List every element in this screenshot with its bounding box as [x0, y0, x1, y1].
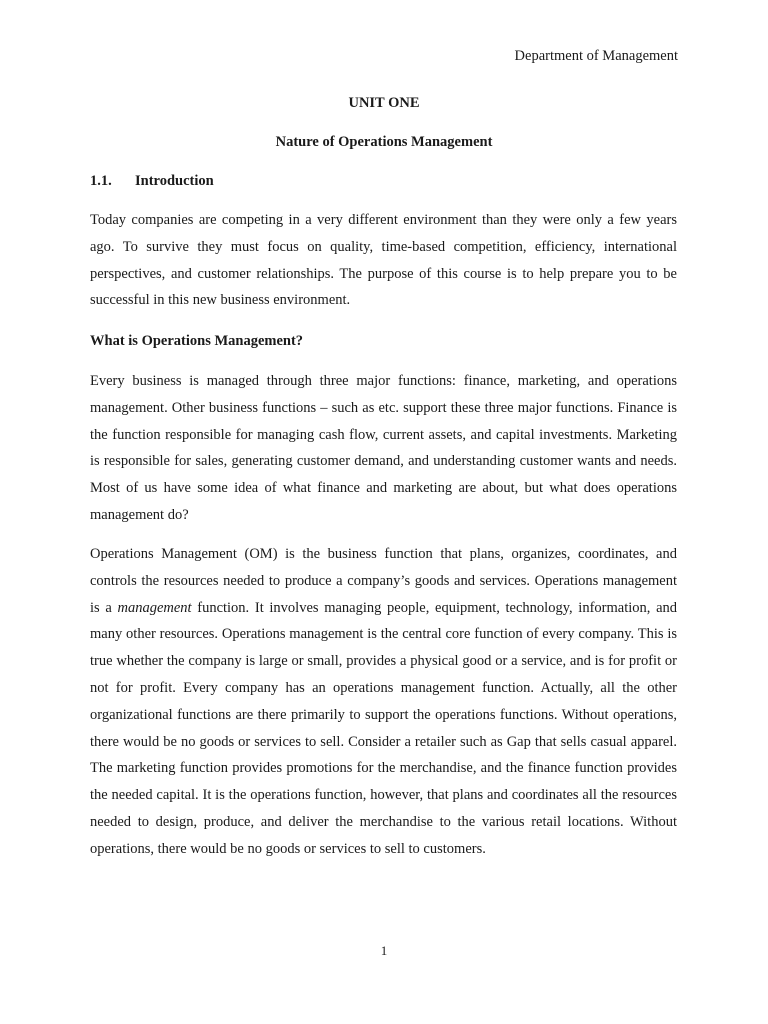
page-number: 1 [380, 943, 388, 958]
om-emphasis: management [117, 599, 192, 616]
unit-title: UNIT ONE [348, 95, 420, 111]
section-title: Introduction [135, 173, 214, 189]
subheading-what-is-om: What is Operations Management? [90, 333, 304, 349]
chapter-title: Nature of Operations Management [275, 134, 493, 150]
om-text-part2: function. It involves managing people, equipment, technology, information, and many other resources. Operations management is the central core function of every company. This is true whether the company is large or small, provides a physical good or a service, and is for profit or not for profit. Every company has an operations management function. Actually, all the other organizational functions are there primarily to support the operations functions. Without operations, there would be no goods or services to sell. Consider a retailer such as Gap that sells casual apparel. The marketing function provides promotions for the merchandise, and the finance function provides the needed capital. It is the operations function, however, that plans and coordinates all the resources needed to design, produce, and deliver the merchandise to the various retail locations. Without operations, there would be no goods or services to sell to customers. [90, 599, 678, 857]
running-header: Department of Management [514, 48, 678, 64]
functions-paragraph: Every business is managed through three major functions: finance, marketing, and operations management. Other business functions – such as etc. support these three major functions. Finance is the function responsible for managing cash flow, current assets, and capital investments. Marketing is responsible for sales, generating customer demand, and understanding customer wants and needs. Most of us have some idea of what finance and marketing are about, but what does operations management do? [90, 373, 677, 523]
section-number: 1.1. [90, 173, 112, 189]
intro-paragraph: Today companies are competing in a very different environment than they were only a few years ago. To survive they must focus on quality, time-based competition, efficiency, international perspectives, and customer relationships. The purpose of this course is to help prepare you to be successful in this new business environment. [90, 212, 677, 309]
om-definition-paragraph [90, 541, 677, 863]
om-text-part1: Operations Management (OM) is the business function that plans, organizes, coordinates, and controls the resources needed to produce a company’s goods and services. Operations management is a [90, 546, 677, 616]
section-heading [90, 172, 214, 190]
